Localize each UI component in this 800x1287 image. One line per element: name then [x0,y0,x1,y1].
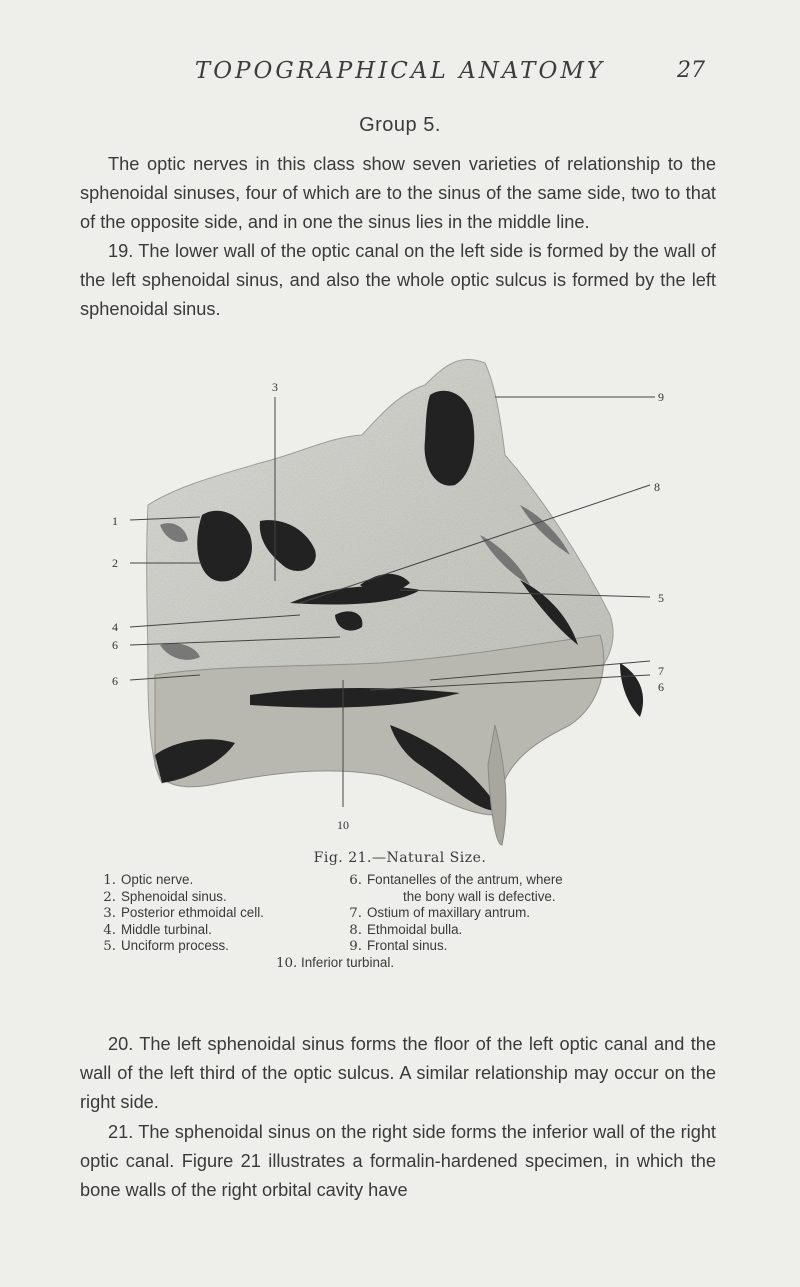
legend-item: 3. Posterior ethmoidal cell. [103,905,264,921]
marker-5: 5 [658,591,664,605]
legend-item: 9. Frontal sinus. [349,938,448,954]
specimen-figure [100,345,700,855]
paragraph-21: 21. The sphenoidal sinus on the right side forms the inferior wall of the right optic canal. Figure 21 illustrates a formalin-hardened specimen, in which the bone walls of the right orbital cavity have [80,1122,716,1200]
page-number: 27 [677,58,705,83]
body-text-top [80,150,716,324]
marker-8: 8 [654,480,660,494]
marker-3: 3 [272,380,278,394]
running-title: TOPOGRAPHICAL ANATOMY [194,58,606,84]
paragraph-19: 19. The lower wall of the optic canal on the left side is formed by the wall of the left sphenoidal sinus, and also the whole optic sulcus is formed by the left sphenoidal sinus. [80,241,716,319]
legend-item-continuation: the bony wall is defective. [403,888,556,904]
marker-6b: 6 [112,674,118,688]
paragraph-20: 20. The left sphenoidal sinus forms the floor of the left optic canal and the wall of the left third of the optic sulcus. A similar relationship may occur on the right side. [80,1034,716,1112]
legend-item: 7. Ostium of maxillary antrum. [349,905,530,921]
legend-item: 5. Unciform process. [103,938,229,954]
figure-legend [96,872,716,982]
marker-6a: 6 [112,638,118,652]
figure-caption: Fig. 21.—Natural Size. [313,850,487,866]
legend-item: 4. Middle turbinal. [103,921,212,938]
paragraph-intro: The optic nerves in this class show seven varieties of relationship to the sphenoidal sinuses, four of which are to the sinus of the same side, two to that of the opposite side, and in one the sinus lies in the middle line. [80,154,716,232]
specimen-illustration [100,345,700,855]
legend-item: 10. Inferior turbinal. [276,954,395,971]
running-head [0,58,800,88]
legend-item: 1. Optic nerve. [103,872,194,888]
marker-4: 4 [112,620,118,634]
legend-item: 2. Sphenoidal sinus. [103,888,227,905]
marker-6c: 6 [658,680,664,694]
legend-item: 6. Fontanelles of the antrum, where [349,872,563,888]
marker-7: 7 [658,664,664,678]
legend-item: 8. Ethmoidal bulla. [349,921,463,938]
section-heading: Group 5. [359,114,441,136]
marker-2: 2 [112,556,118,570]
marker-10: 10 [337,818,349,832]
marker-1: 1 [112,514,118,528]
marker-9: 9 [658,390,664,404]
